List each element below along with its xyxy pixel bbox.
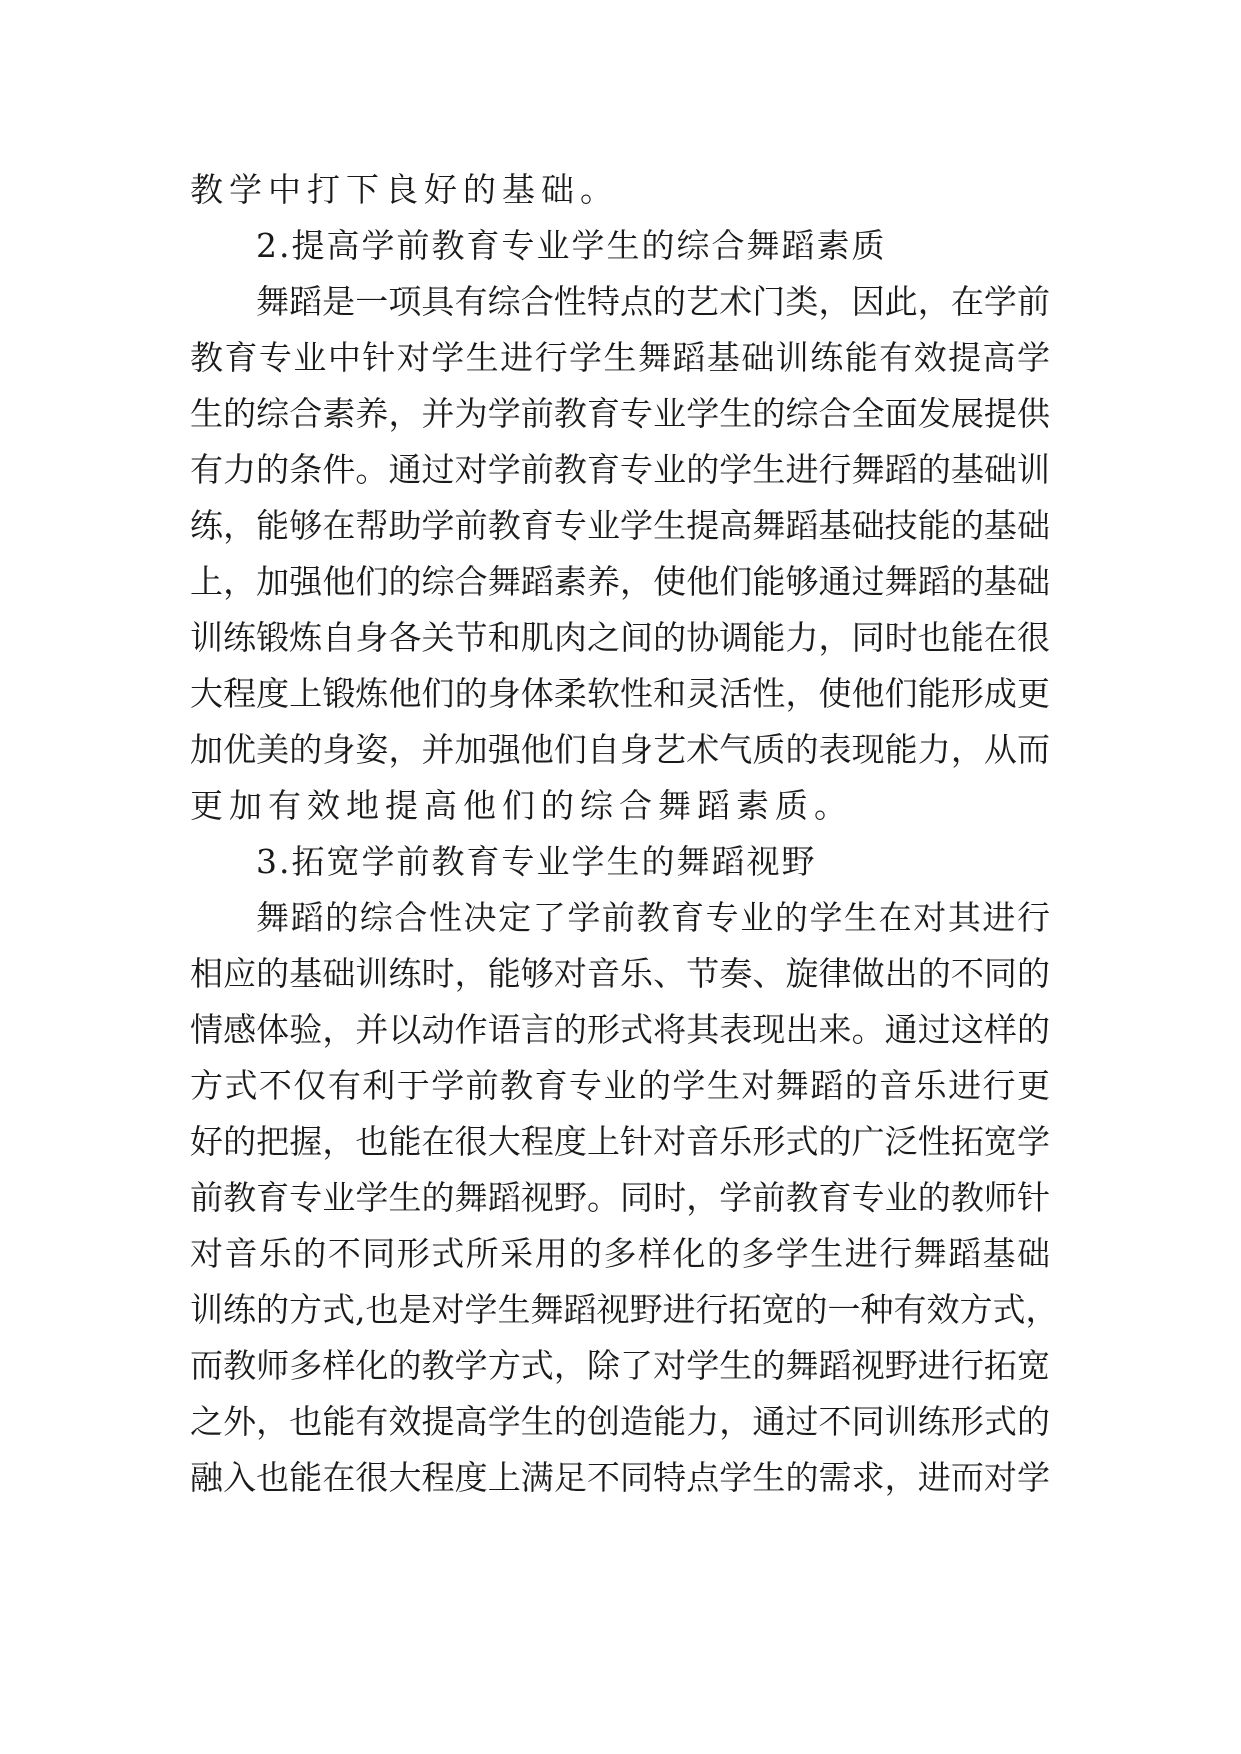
section-heading: 3.拓宽学前教育专业学生的舞蹈视野 bbox=[256, 842, 817, 881]
text-line: 方式不仅有利于学前教育专业的学生对舞蹈的音乐进行更 bbox=[190, 1066, 1050, 1105]
text-line: 融入也能在很大程度上满足不同特点学生的需求，进而对学 bbox=[190, 1458, 1050, 1497]
section-heading: 2.提高学前教育专业学生的综合舞蹈素质 bbox=[256, 226, 887, 265]
text-line: 练，能够在帮助学前教育专业学生提高舞蹈基础技能的基础 bbox=[190, 506, 1050, 545]
text-line: 对音乐的不同形式所采用的多样化的多学生进行舞蹈基础 bbox=[190, 1234, 1050, 1273]
text-line: 舞蹈是一项具有综合性特点的艺术门类，因此，在学前 bbox=[256, 282, 1050, 321]
text-line: 相应的基础训练时，能够对音乐、节奏、旋律做出的不同的 bbox=[190, 954, 1050, 993]
text-line: 更加有效地提高他们的综合舞蹈素质。 bbox=[190, 786, 853, 825]
text-line: 前教育专业学生的舞蹈视野。同时，学前教育专业的教师针 bbox=[190, 1178, 1050, 1217]
text-line: 情感体验，并以动作语言的形式将其表现出来。通过这样的 bbox=[190, 1010, 1050, 1049]
text-line: 好的把握，也能在很大程度上针对音乐形式的广泛性拓宽学 bbox=[190, 1122, 1050, 1161]
text-line: 训练的方式,也是对学生舞蹈视野进行拓宽的一种有效方式， bbox=[190, 1290, 1059, 1329]
text-line: 上，加强他们的综合舞蹈素养，使他们能够通过舞蹈的基础 bbox=[190, 562, 1050, 601]
text-line: 舞蹈的综合性决定了学前教育专业的学生在对其进行 bbox=[256, 898, 1050, 937]
text-line: 加优美的身姿，并加强他们自身艺术气质的表现能力，从而 bbox=[190, 730, 1050, 769]
text-line: 教育专业中针对学生进行学生舞蹈基础训练能有效提高学 bbox=[190, 338, 1050, 377]
text-line: 生的综合素养，并为学前教育专业学生的综合全面发展提供 bbox=[190, 394, 1050, 433]
text-line: 教学中打下良好的基础。 bbox=[190, 170, 619, 209]
text-line: 之外，也能有效提高学生的创造能力，通过不同训练形式的 bbox=[190, 1402, 1050, 1441]
text-line: 训练锻炼自身各关节和肌肉之间的协调能力，同时也能在很 bbox=[190, 618, 1050, 657]
text-line: 而教师多样化的教学方式，除了对学生的舞蹈视野进行拓宽 bbox=[190, 1346, 1050, 1385]
text-line: 有力的条件。通过对学前教育专业的学生进行舞蹈的基础训 bbox=[190, 450, 1050, 489]
text-line: 大程度上锻炼他们的身体柔软性和灵活性，使他们能形成更 bbox=[190, 674, 1050, 713]
